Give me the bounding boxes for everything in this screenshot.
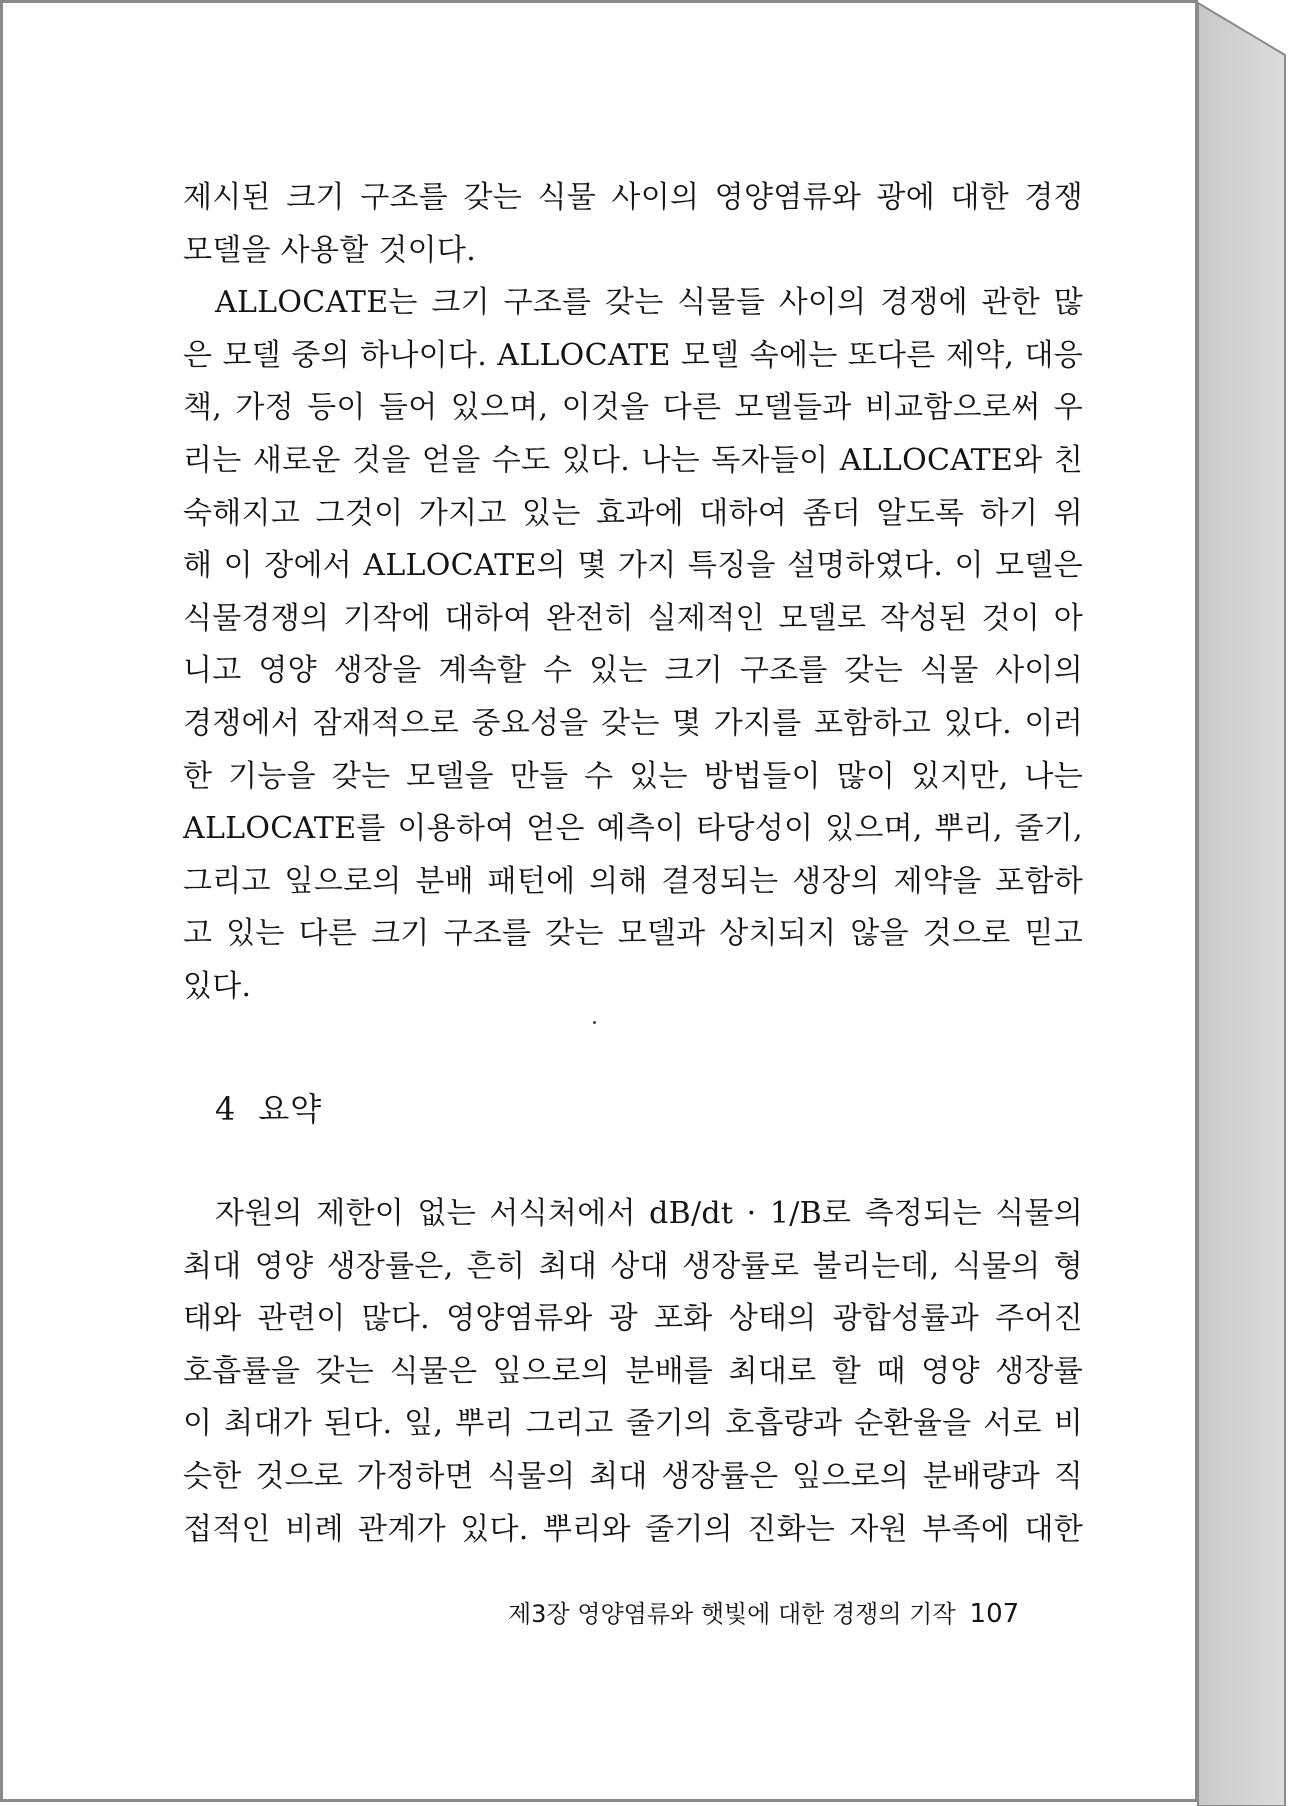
text-line: 그리고 잎으로의 분배 패턴에 의해 결정되는 생장의 제약을 포함하 bbox=[183, 863, 1083, 899]
section-number: 4 bbox=[215, 1090, 237, 1128]
text-line: 슷한 것으로 가정하면 식물의 최대 생장률은 잎으로의 분배량과 직 bbox=[183, 1458, 1083, 1494]
text-line: 해 이 장에서 ALLOCATE의 몇 가지 특징을 설명하였다. 이 모델은 bbox=[183, 548, 1083, 584]
running-title: 제3장 영양염류와 햇빛에 대한 경쟁의 기작 bbox=[508, 1600, 956, 1628]
text-line: 니고 영양 생장을 계속할 수 있는 크기 구조를 갖는 식물 사이의 bbox=[183, 653, 1083, 689]
text-line: 태와 관련이 많다. 영양염류와 광 포화 상태의 광합성률과 주어진 bbox=[183, 1301, 1083, 1337]
text-line: 한 기능을 갖는 모델을 만들 수 있는 방법들이 많이 있지만, 나는 bbox=[183, 758, 1083, 794]
text-line: 책, 가정 등이 들어 있으며, 이것을 다른 모델들과 비교함으로써 우 bbox=[183, 390, 1083, 426]
paragraph-1 bbox=[183, 172, 1083, 277]
text-line: 경쟁에서 잠재적으로 중요성을 갖는 몇 가지를 포함하고 있다. 이러 bbox=[183, 705, 1083, 741]
text-line: 고 있는 다른 크기 구조를 갖는 모델과 상치되지 않을 것으로 믿고 bbox=[183, 916, 1083, 952]
text-line: 숙해지고 그것이 가지고 있는 효과에 대하여 좀더 알도록 하기 위 bbox=[183, 495, 1083, 531]
text-line: 은 모델 중의 하나이다. ALLOCATE 모델 속에는 또다른 제약, 대응 bbox=[183, 337, 1083, 373]
text-line: 호흡률을 갖는 식물은 잎으로의 분배를 최대로 할 때 영양 생장률 bbox=[183, 1353, 1083, 1389]
text-line: 제시된 크기 구조를 갖는 식물 사이의 영양염류와 광에 대한 경쟁 bbox=[183, 180, 1083, 215]
paragraph-2 bbox=[183, 277, 1083, 1013]
text-line: ALLOCATE는 크기 구조를 갖는 식물들 사이의 경쟁에 관한 많 bbox=[215, 285, 1083, 321]
body-text bbox=[183, 172, 1083, 1014]
text-line: ALLOCATE를 이용하여 얻은 예측이 타당성이 있으며, 뿌리, 줄기, bbox=[183, 811, 1083, 847]
section-title: 요약 bbox=[258, 1090, 323, 1128]
text-line: 리는 새로운 것을 얻을 수도 있다. 나는 독자들이 ALLOCATE와 친 bbox=[183, 442, 1083, 478]
text-line: 이 최대가 된다. 잎, 뿌리 그리고 줄기의 호흡량과 순환율을 서로 비 bbox=[183, 1406, 1083, 1442]
text-line: 자원의 제한이 없는 서식처에서 dB/dt · 1/B로 측정되는 식물의 bbox=[215, 1196, 1083, 1231]
text-line: 모델을 사용할 것이다. bbox=[183, 232, 477, 268]
text-line: 식물경쟁의 기작에 대하여 완전히 실제적인 모델로 작성된 것이 아 bbox=[183, 600, 1083, 636]
running-footer bbox=[508, 1598, 1058, 1630]
section-heading bbox=[215, 1087, 322, 1131]
summary-paragraph bbox=[183, 1188, 1083, 1556]
page-number: 107 bbox=[969, 1599, 1020, 1629]
scan-speck bbox=[593, 1021, 596, 1024]
text-line: 접적인 비례 관계가 있다. 뿌리와 줄기의 진화는 자원 부족에 대한 bbox=[183, 1511, 1083, 1547]
text-line: 최대 영양 생장률은, 흔히 최대 상대 생장률로 불리는데, 식물의 형 bbox=[183, 1248, 1083, 1284]
text-line: 있다. bbox=[183, 968, 252, 1004]
